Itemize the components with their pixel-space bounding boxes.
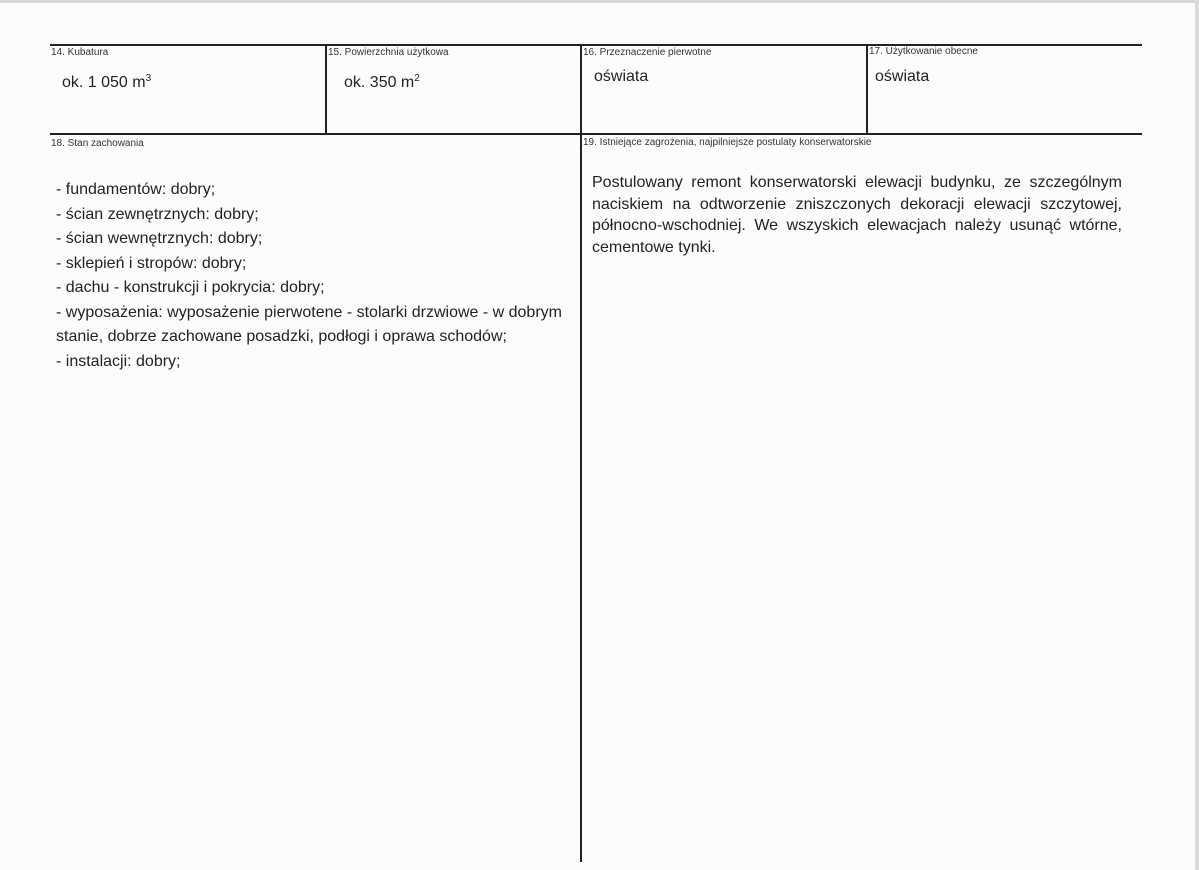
condition-item: - wyposażenia: wyposażenie pierwotene - stolarki drzwiowe - w dobrym stanie, dobrze zachowane posadzki, podłogi i oprawa schodów;: [56, 303, 562, 345]
condition-item: - instalacji: dobry;: [56, 352, 181, 370]
divider-15: [325, 44, 327, 134]
field-16-value: oświata: [594, 68, 649, 85]
divider-17: [866, 44, 868, 134]
condition-item: - ścian zewnętrznych: dobry;: [56, 205, 259, 223]
condition-item: - sklepień i stropów: dobry;: [56, 254, 247, 272]
field-14-label: 14. Kubatura: [51, 47, 109, 58]
rule-middle: [50, 133, 1142, 135]
rule-top: [50, 44, 1142, 46]
condition-list: [56, 178, 574, 374]
divider-16: [580, 44, 582, 862]
field-16-label: 16. Przeznaczenie pierwotne: [583, 47, 712, 58]
scan-edge-right: [1195, 0, 1199, 870]
scan-edge-top: [0, 0, 1199, 3]
condition-item: - dachu - konstrukcji i pokrycia: dobry;: [56, 279, 325, 296]
field-19-label: 19. Istniejące zagrożenia, najpilniejsze postulaty konserwatorskie: [583, 137, 872, 148]
field-17-label: 17. Użytkowanie obecne: [869, 46, 978, 57]
field-17-value: oświata: [875, 68, 930, 85]
conservation-postulates-text: Postulowany remont konserwatorski elewacji budynku, ze szczególnym naciskiem na odtworzenie zniszczonych dekoracji elewacji szczytowej, północno-wschodniej. We wszyskich elewacjach należy usunąć wtórne, cementowe tynki.: [592, 174, 1122, 256]
field-18-label: 18. Stan zachowania: [51, 138, 144, 149]
field-15-label: 15. Powierzchnia użytkowa: [328, 47, 449, 58]
condition-item: - ścian wewnętrznych: dobry;: [56, 230, 263, 247]
condition-item: - fundamentów: dobry;: [56, 181, 216, 198]
field-15-value: ok. 350 $m^2$: [344, 73, 420, 91]
field-14-value: ok. 1 050 $m^3$: [62, 73, 152, 91]
